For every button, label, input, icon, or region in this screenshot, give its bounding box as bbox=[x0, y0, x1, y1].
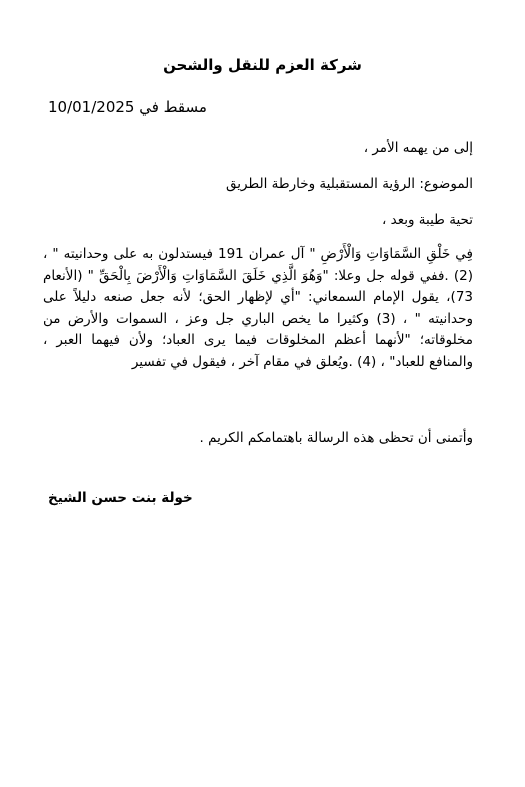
greeting-line: تحية طيبة وبعد ، bbox=[381, 212, 473, 228]
closing-line: وأتمنى أن تحظى هذه الرسالة باهتمامكم الكريم . bbox=[199, 430, 473, 446]
date-line: مسقط في 10/01/2025 bbox=[48, 98, 207, 116]
body-paragraph: فِي خَلْقِ السَّمَاوَاتِ وَالْأَرْضِ " آل عمران 191 فيستدلون به على وحدانيته " ، (2) .ففي قوله جل وعلا: "وَهُوَ الَّذِي خَلَقَ السَّمَاوَاتِ وَالْأَرْضَ بِالْحَقِّ " (الأنعام 73)، يقول الإمام السمعاني: "أي لإظهار الحق؛ لأنه جعل صنعه دليلاً على وحدانيته " ، (3) وكثيرا ما يخص الباري جل وعز ، السموات والأرض من مخلوقاته؛ "لأنهما أعظم المخلوقات فيما يرى العباد؛ ولأن فيهما العبر ، والمنافع للعباد" ، (4) .ويُعلق في مقام آخر ، فيقول في تفسير bbox=[43, 246, 473, 370]
document-title: شركة العزم للنقل والشحن bbox=[163, 56, 362, 74]
signature: خولة بنت حسن الشيخ bbox=[48, 490, 193, 506]
subject-line: الموضوع: الرؤية المستقبلية وخارطة الطريق bbox=[225, 176, 473, 192]
recipient-line: إلى من يهمه الأمر ، bbox=[363, 140, 473, 156]
